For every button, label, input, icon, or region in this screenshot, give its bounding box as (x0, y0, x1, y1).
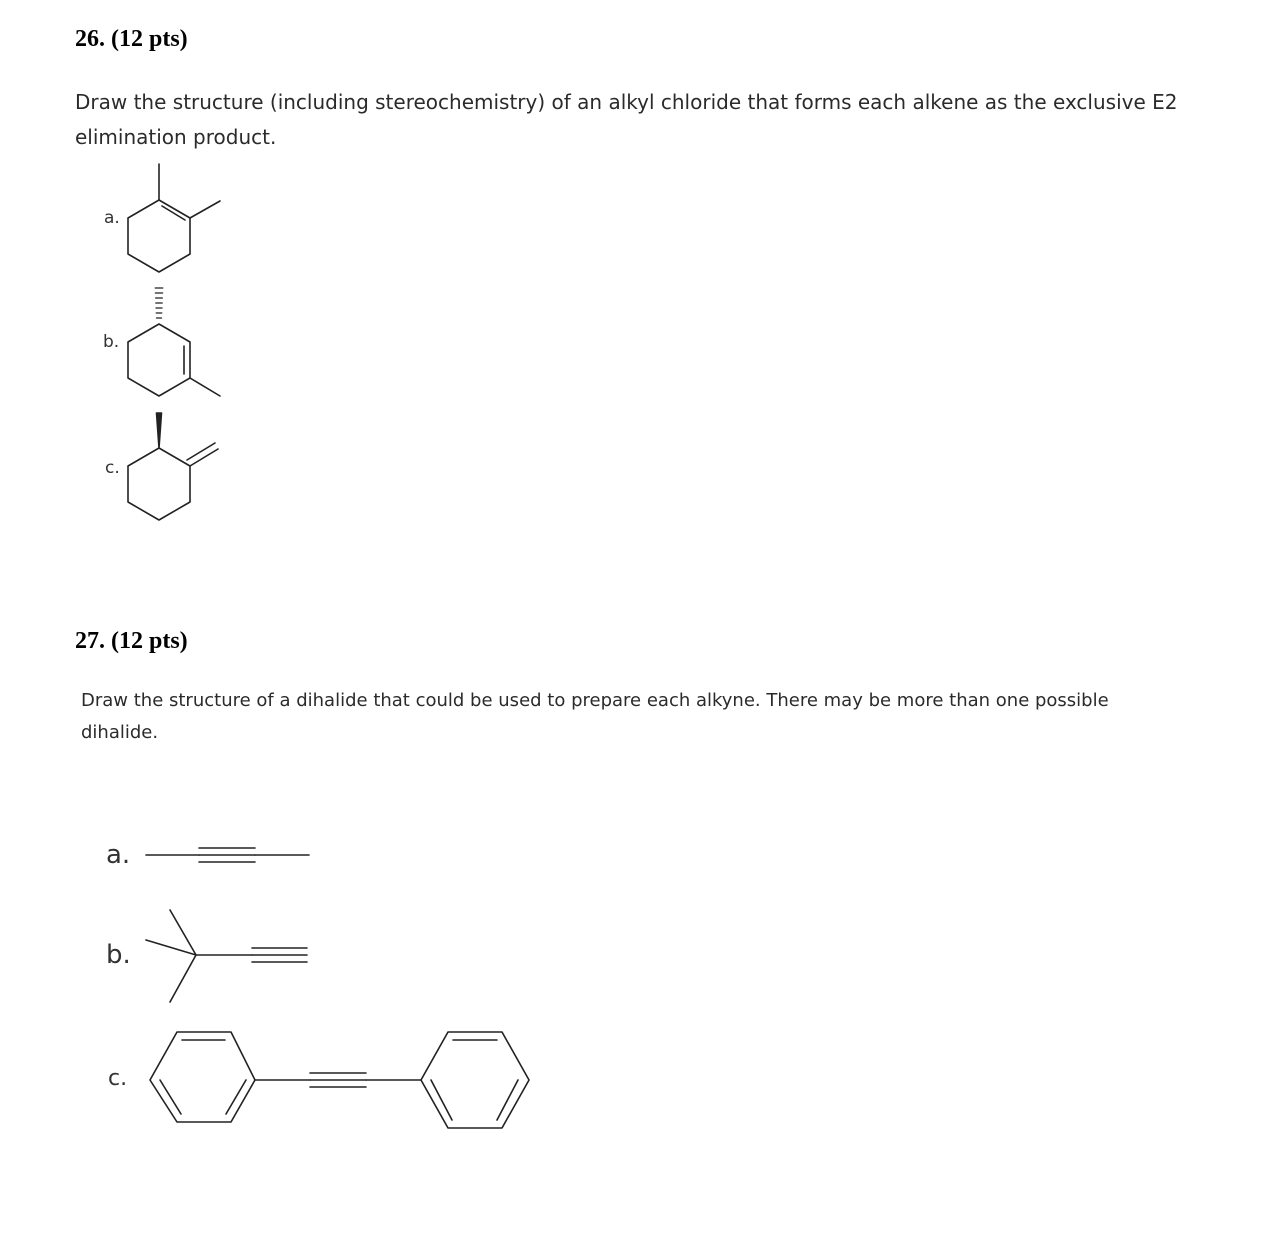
q26-item-a-label: a. (104, 208, 120, 228)
question-27-prompt-line2: dihalide. (81, 722, 159, 743)
q27-item-a-label: a. (106, 840, 131, 870)
question-26-prompt-line1: Draw the structure (including stereochemistry) of an alkyl chloride that forms each alkene as the exclusive E2 (75, 90, 1178, 114)
q26-item-b-label: b. (103, 332, 120, 352)
q27c-structure (150, 1032, 529, 1128)
q27a-structure (146, 848, 309, 862)
q26b-structure (128, 288, 220, 396)
hashed-wedge-bond (155, 288, 163, 318)
q27-item-b-label: b. (106, 940, 131, 970)
question-27-prompt-line1: Draw the structure of a dihalide that could be used to prepare each alkyne. There may be more than one possible (81, 690, 1109, 711)
question-27-heading: 27. (12 pts) (75, 628, 188, 654)
q26a-structure (128, 164, 220, 272)
bold-wedge-bond (157, 413, 162, 448)
q27b-structure (146, 910, 307, 1002)
q26c-structure (128, 413, 218, 520)
question-26-heading: 26. (12 pts) (75, 26, 188, 52)
question-26-prompt-line2: elimination product. (75, 125, 277, 149)
q26-item-c-label: c. (105, 458, 120, 478)
q27-item-c-label: c. (108, 1066, 128, 1091)
